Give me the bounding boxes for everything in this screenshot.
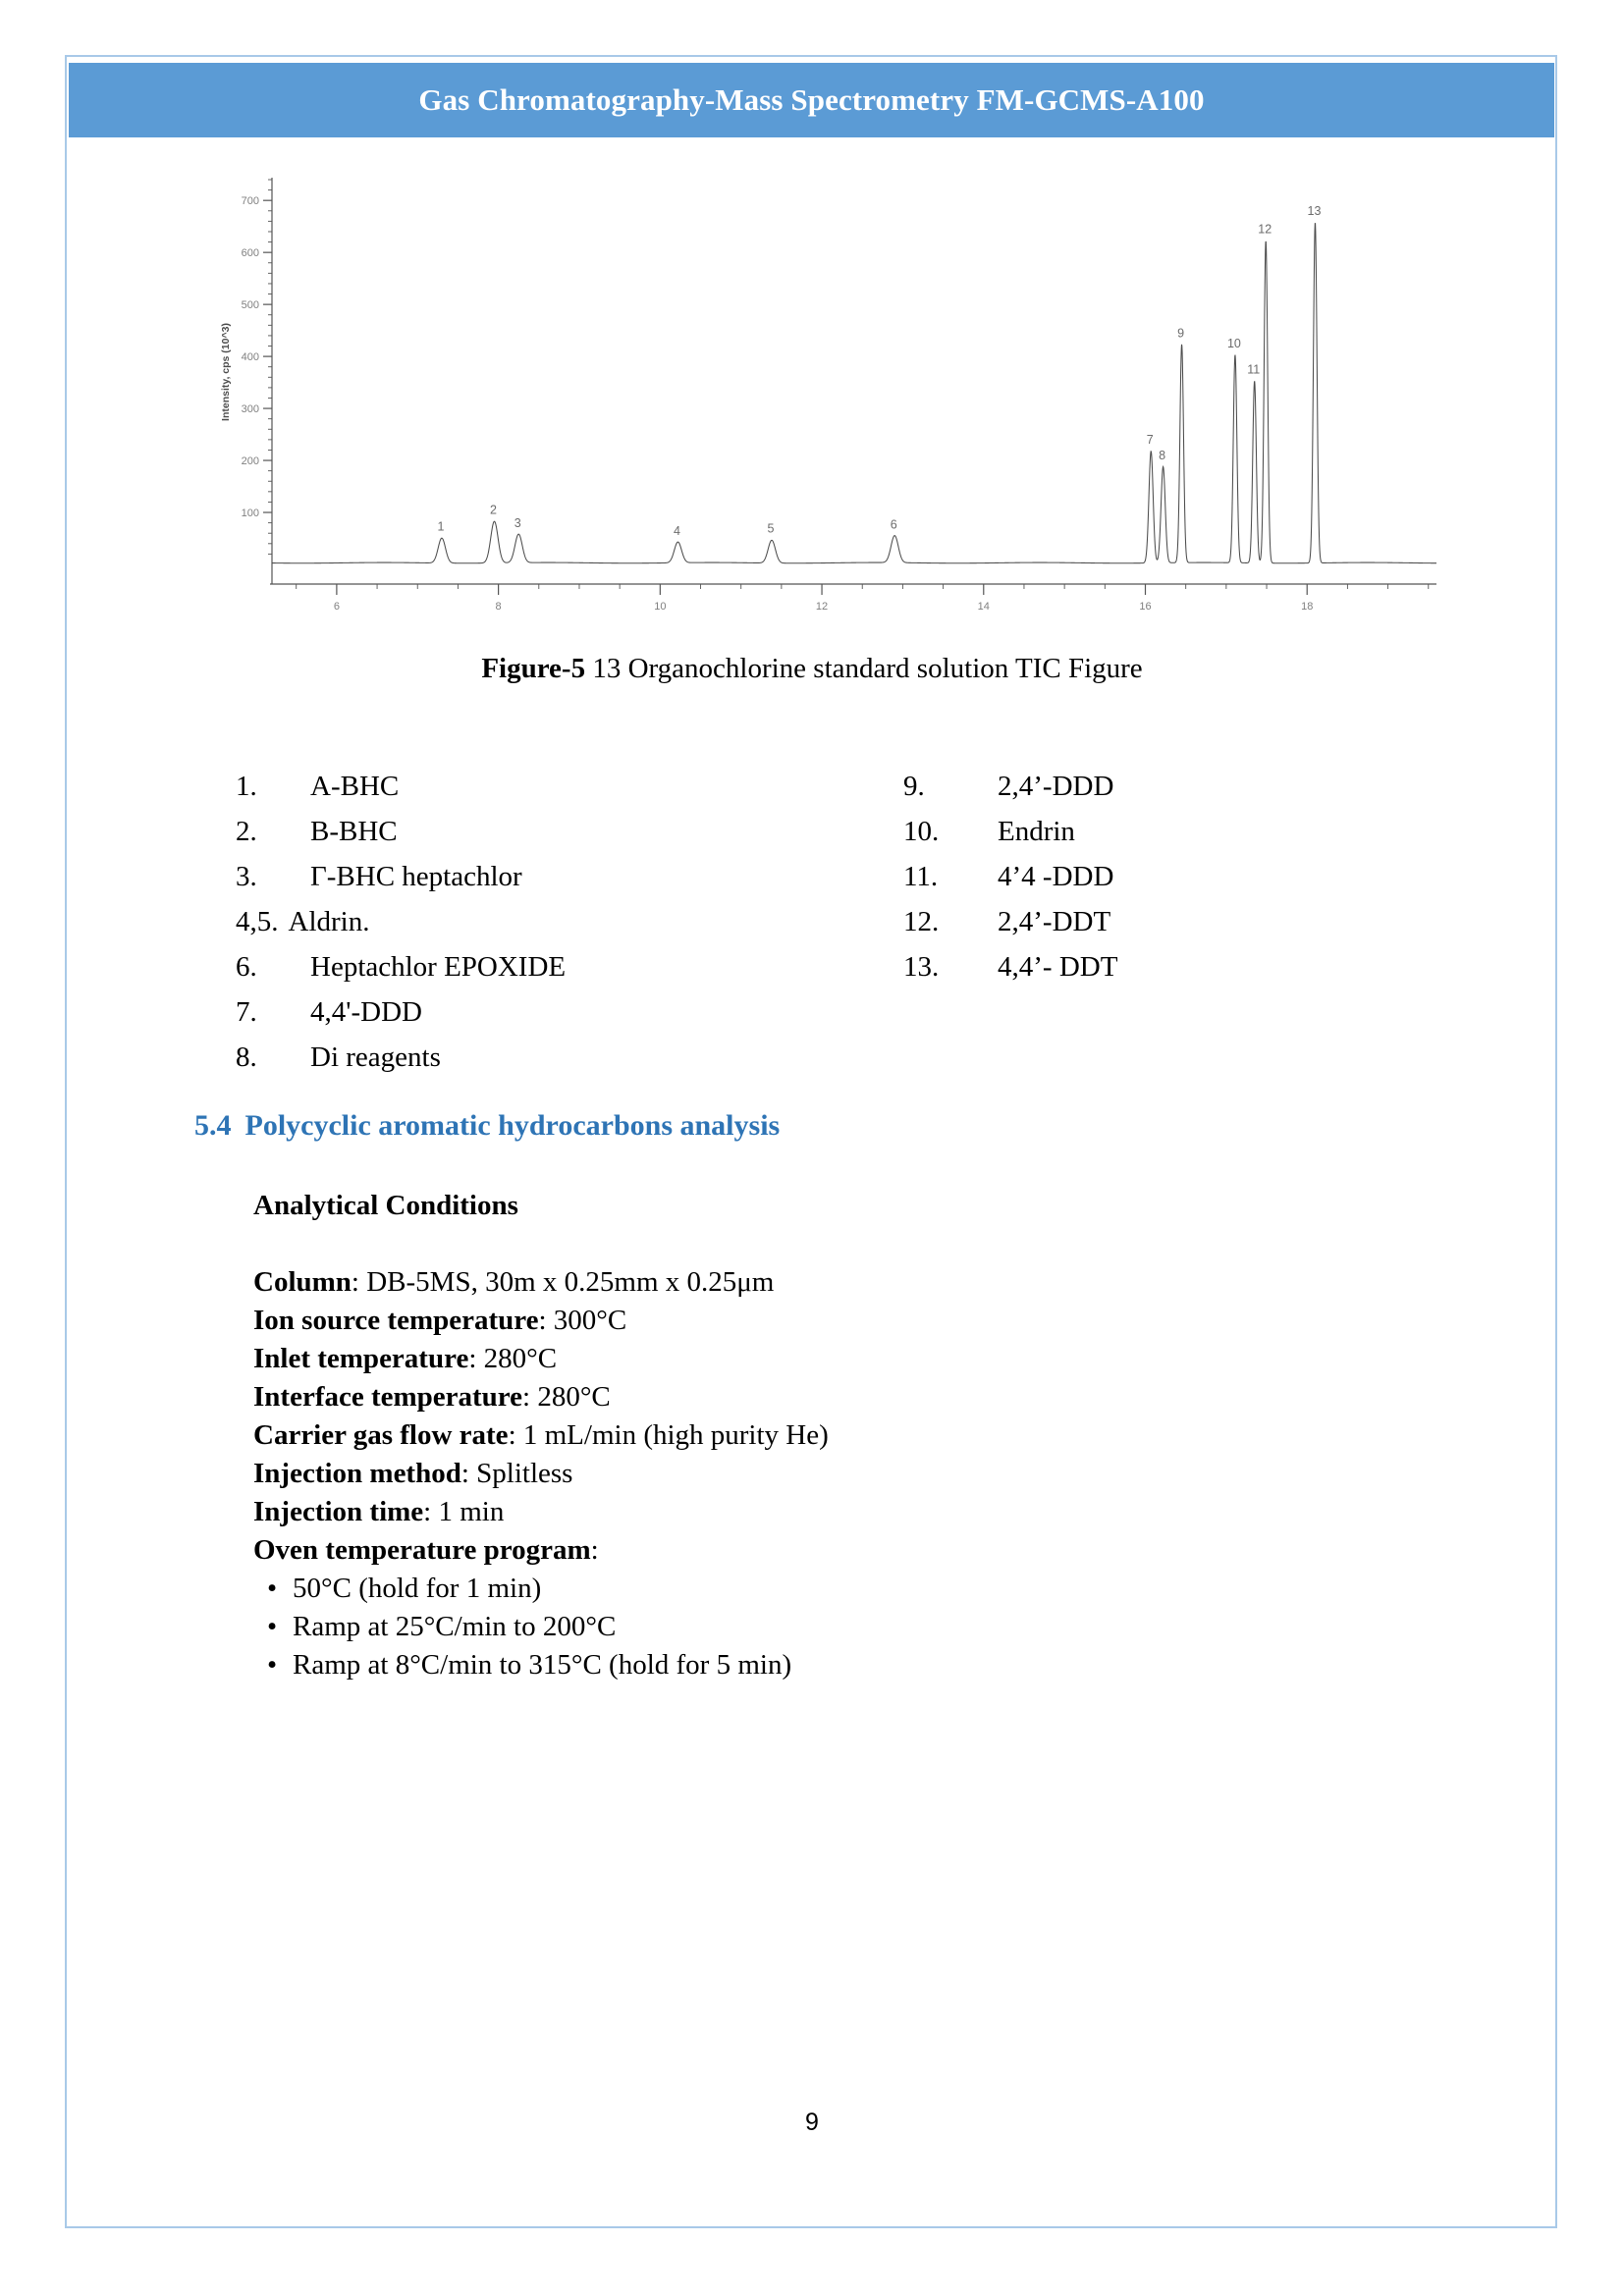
condition-value: : 280°C: [522, 1381, 611, 1413]
peak-label: 5: [767, 521, 775, 536]
analytical-conditions-title: Analytical Conditions: [253, 1190, 518, 1221]
peak-label: 11: [1247, 362, 1261, 377]
peak-label: 13: [1307, 204, 1322, 219]
oven-program-bullet: • Ramp at 8°C/min to 315°C (hold for 5 min): [253, 1646, 1382, 1684]
compound-list-right-column: [766, 764, 1316, 1080]
condition-value: :: [590, 1534, 599, 1566]
compound-number: 1.: [236, 771, 257, 802]
compound-item: [236, 944, 766, 989]
compound-item: [903, 764, 1316, 809]
condition-line: [253, 1493, 1382, 1531]
condition-line: [253, 1340, 1382, 1378]
condition-line: [253, 1302, 1382, 1340]
figure-caption: [0, 653, 1624, 685]
condition-value: : 1 mL/min (high purity He): [508, 1419, 829, 1451]
y-axis-tick-label: 200: [241, 455, 259, 468]
condition-line: [253, 1263, 1382, 1302]
compound-name: Endrin: [998, 816, 1075, 847]
compound-number: 9.: [903, 771, 925, 802]
compound-item: [903, 944, 1316, 989]
condition-key: Injection method: [253, 1458, 461, 1489]
condition-key: Carrier gas flow rate: [253, 1419, 509, 1451]
y-axis-tick-label: 600: [241, 247, 259, 260]
peak-label: 9: [1177, 326, 1185, 341]
y-axis-tick-label: 100: [241, 507, 259, 520]
compound-item: [236, 989, 766, 1035]
condition-key: Inlet temperature: [253, 1343, 469, 1374]
y-axis-tick-label: 300: [241, 403, 259, 416]
section-heading: [194, 1109, 780, 1143]
y-axis-title: Intensity, cps (10^3): [220, 323, 232, 421]
x-axis-tick-label: 6: [333, 601, 340, 613]
condition-line: [253, 1378, 1382, 1416]
compound-item: [903, 809, 1316, 854]
compound-name: Γ-BHC heptachlor: [310, 861, 522, 892]
compound-item: [236, 809, 766, 854]
condition-key: Injection time: [253, 1496, 424, 1527]
x-axis-tick-label: 14: [977, 601, 990, 613]
compound-number: 10.: [903, 816, 940, 847]
chromatogram-figure: [211, 172, 1438, 633]
compound-name: A-BHC: [310, 771, 400, 802]
page-number: 9: [805, 2109, 819, 2136]
compound-item: [236, 899, 766, 944]
compound-number: 12.: [903, 906, 940, 937]
peak-label: 2: [490, 503, 497, 517]
condition-key: Ion source temperature: [253, 1305, 539, 1336]
oven-program-bullet: • 50°C (hold for 1 min): [253, 1570, 1382, 1608]
condition-value: : DB-5MS, 30m x 0.25mm x 0.25μm: [351, 1266, 775, 1298]
peak-label: 7: [1146, 433, 1154, 448]
compound-item: [236, 1035, 766, 1080]
y-axis-tick-label: 400: [241, 351, 259, 364]
peak-label: 6: [890, 517, 897, 532]
y-axis-tick-label: 700: [241, 195, 259, 208]
condition-value: : 1 min: [423, 1496, 505, 1527]
compound-name: 4,4’- DDT: [998, 951, 1118, 983]
chromatogram-chart: [211, 172, 1438, 633]
compound-name: Heptachlor EPOXIDE: [310, 951, 567, 983]
compound-list: [236, 764, 1335, 1080]
x-axis-tick-label: 8: [495, 601, 502, 613]
compound-number: 3.: [236, 861, 257, 892]
compound-number: 6.: [236, 951, 257, 983]
peak-label: 12: [1258, 222, 1272, 237]
x-axis-tick-label: 18: [1301, 601, 1314, 613]
condition-key: Oven temperature program: [253, 1534, 591, 1566]
compound-name: Di reagents: [310, 1041, 441, 1073]
header-banner: [69, 63, 1554, 137]
compound-number: 7.: [236, 996, 257, 1028]
condition-line: [253, 1531, 1382, 1570]
compound-name: Aldrin.: [288, 906, 370, 937]
compound-name: 2,4’-DDT: [998, 906, 1111, 937]
x-axis-tick-label: 12: [815, 601, 829, 613]
peak-label: 8: [1159, 449, 1166, 462]
page-title: Gas Chromatography-Mass Spectrometry FM-GCMS-A100: [418, 82, 1205, 117]
compound-number: 2.: [236, 816, 257, 847]
compound-item: [903, 899, 1316, 944]
compound-number: 8.: [236, 1041, 257, 1073]
peak-label: 3: [514, 515, 521, 530]
figure-caption-text: 13 Organochlorine standard solution TIC Figure: [585, 653, 1143, 684]
y-axis-tick-label: 500: [241, 299, 259, 312]
compound-name: 4’4 -DDD: [998, 861, 1114, 892]
compound-item: [236, 854, 766, 899]
peak-label: 4: [673, 523, 680, 538]
peak-label: 1: [437, 519, 445, 534]
condition-key: Column: [253, 1266, 352, 1298]
condition-value: : Splitless: [460, 1458, 573, 1489]
oven-program-bullet: • Ramp at 25°C/min to 200°C: [253, 1608, 1382, 1646]
chromatogram-trace: [272, 224, 1436, 563]
figure-caption-label: Figure-5: [481, 653, 586, 684]
compound-number: 11.: [903, 861, 939, 892]
analytical-conditions-lines: [253, 1263, 1382, 1570]
compound-name: B-BHC: [310, 816, 398, 847]
compound-item: [236, 764, 766, 809]
peak-label: 10: [1226, 337, 1241, 351]
oven-program-bullets: [253, 1570, 1382, 1684]
condition-line: [253, 1455, 1382, 1493]
analytical-conditions: [253, 1190, 1382, 1684]
condition-value: : 280°C: [468, 1343, 558, 1374]
x-axis-tick-label: 16: [1139, 601, 1152, 613]
compound-list-left-column: [236, 764, 766, 1080]
compound-name: 4,4'-DDD: [310, 996, 422, 1028]
condition-line: [253, 1416, 1382, 1455]
condition-value: : 300°C: [538, 1305, 627, 1336]
condition-key: Interface temperature: [253, 1381, 523, 1413]
section-title: Polycyclic aromatic hydrocarbons analysis: [244, 1109, 781, 1142]
compound-number: 13.: [903, 951, 940, 983]
x-axis-tick-label: 10: [654, 601, 667, 613]
compound-item: [903, 854, 1316, 899]
section-number: 5.4: [194, 1109, 232, 1142]
compound-name: 2,4’-DDD: [998, 771, 1114, 802]
compound-number: 4,5.: [236, 906, 279, 937]
